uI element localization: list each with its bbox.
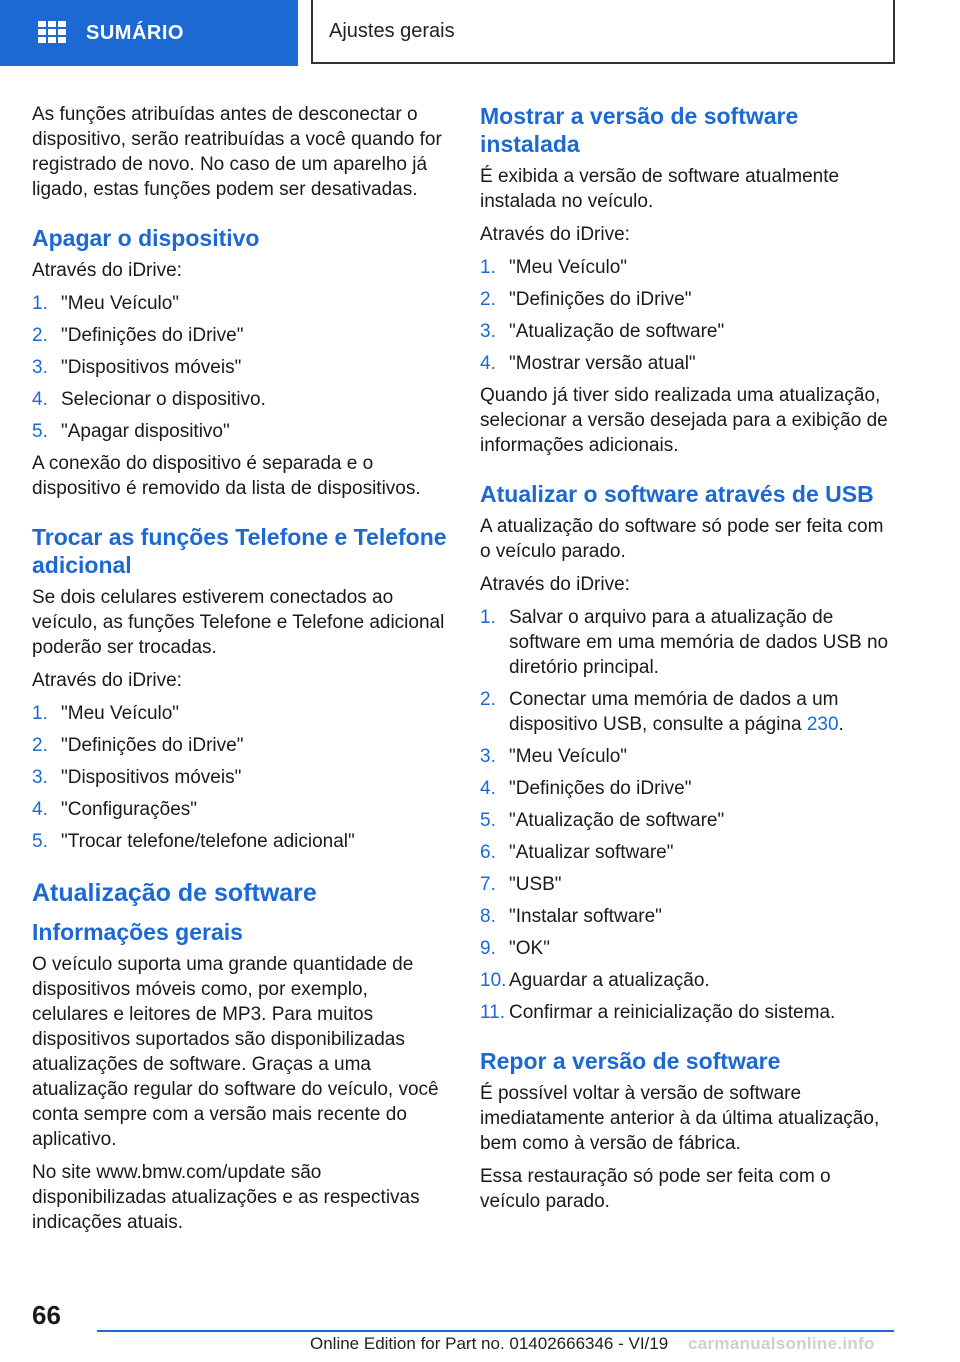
repor-paragraph-1: É possível voltar à versão de software imediatamente anterior à da última atualização, bem como à versão de fábrica. [480, 1083, 880, 1154]
step-text: Aguardar a atualização. [509, 970, 710, 991]
step-number: 5. [480, 810, 496, 831]
intro-paragraph: As funções atribuídas antes de desconectar o dispositivo, serão reatribuídas a você quando for registrado de novo. No caso de um aparelho já ligado, estas funções podem ser desativadas. [32, 104, 442, 200]
list-item [480, 776, 896, 801]
heading-atualizacao-software: Atualização de software [32, 879, 317, 907]
list-item [480, 936, 896, 961]
list-item [32, 733, 448, 758]
list-item [32, 355, 448, 380]
step-number: 2. [32, 735, 48, 756]
step-number: 5. [32, 831, 48, 852]
step-text: Selecionar o dispositivo. [61, 389, 266, 410]
list-item [32, 387, 448, 412]
step-number: 7. [480, 874, 496, 895]
footer-divider [97, 1330, 894, 1332]
heading-trocar-funcoes: Trocar as funções Telefone e Telefone adicional [32, 524, 447, 578]
step-text: "Mostrar versão atual" [509, 353, 696, 374]
page-link-230[interactable]: 230 [806, 714, 839, 735]
trocar-description: Se dois celulares estiverem conectados ao veículo, as funções Telefone e Telefone adicional poderão ser trocadas. [32, 587, 445, 658]
step-text: "Definições do iDrive" [61, 735, 244, 756]
list-item [480, 605, 896, 680]
heading-informacoes-gerais: Informações gerais [32, 919, 243, 945]
step-number: 4. [480, 353, 496, 374]
heading-atualizar-usb: Atualizar o software através de USB [480, 481, 874, 507]
heading-repor-versao: Repor a versão de software [480, 1048, 781, 1074]
step-text: "Meu Veículo" [61, 703, 180, 724]
list-item [32, 765, 448, 790]
usb-description: A atualização do software só pode ser feita com o veículo parado. [480, 516, 884, 562]
list-item [480, 1000, 896, 1025]
list-item [480, 904, 896, 929]
step-text: "Meu Veículo" [61, 293, 180, 314]
site-paragraph: No site www.bmw.com/update são disponibilizadas atualizações e as respectivas indicações atuais. [32, 1162, 420, 1233]
watermark-logo: carmanualsonline.info [688, 1334, 875, 1353]
right-column [480, 102, 896, 1222]
list-item [480, 287, 896, 312]
step-text: "Trocar telefone/telefone adicional" [61, 831, 355, 852]
page-number: 66 [32, 1300, 61, 1330]
step-text: "USB" [509, 874, 562, 895]
list-item [32, 291, 448, 316]
step-number: 3. [32, 357, 48, 378]
step-text: "Apagar dispositivo" [61, 421, 230, 442]
edition-text: Online Edition for Part no. 01402666346 - VI/19 [310, 1334, 669, 1353]
step-suffix: . [838, 714, 844, 735]
steps-usb [480, 605, 896, 737]
heading-apagar-dispositivo: Apagar o dispositivo [32, 225, 260, 251]
page-header [0, 0, 960, 66]
heading-mostrar-versao: Mostrar a versão de software instalada [480, 103, 799, 157]
list-item [32, 323, 448, 348]
step-number: 2. [480, 689, 496, 710]
steps-apagar [32, 291, 448, 444]
list-item [32, 797, 448, 822]
via-idrive-text: Através do iDrive: [32, 670, 182, 691]
step-text: "Dispositivos móveis" [61, 357, 242, 378]
step-number: 1. [480, 607, 496, 628]
apagar-result-text: A conexão do dispositivo é separada e o dispositivo é removido da lista de dispositivos. [32, 453, 421, 499]
steps-trocar [32, 701, 448, 854]
step-text: "Definições do iDrive" [61, 325, 244, 346]
step-text: "Meu Veículo" [509, 257, 628, 278]
step-number: 2. [480, 289, 496, 310]
step-text: Salvar o arquivo para a atualização de software em uma memória de dados USB no diretório principal. [509, 607, 889, 678]
step-number: 3. [32, 767, 48, 788]
step-number: 8. [480, 906, 496, 927]
section-title: Ajustes gerais [311, 0, 895, 64]
step-text: Confirmar a reinicialização do sistema. [509, 1002, 836, 1023]
steps-mostrar [480, 255, 896, 376]
step-number: 5. [32, 421, 48, 442]
step-text: "OK" [509, 938, 550, 959]
step-text: "Definições do iDrive" [509, 778, 692, 799]
list-item [32, 701, 448, 726]
grid-menu-icon [38, 21, 66, 45]
step-text: "Instalar software" [509, 906, 662, 927]
mostrar-description: É exibida a versão de software atualmente instalada no veículo. [480, 166, 840, 212]
step-number: 3. [480, 746, 496, 767]
step-number: 1. [480, 257, 496, 278]
step-text: "Configurações" [61, 799, 198, 820]
list-item [32, 829, 448, 854]
via-idrive-text: Através do iDrive: [480, 574, 630, 595]
step-number: 4. [480, 778, 496, 799]
step-text: "Atualização de software" [509, 810, 725, 831]
list-item [480, 840, 896, 865]
step-text: "Atualizar software" [509, 842, 674, 863]
list-item [480, 351, 896, 376]
step-number: 11. [480, 1002, 506, 1023]
list-item [480, 687, 896, 737]
list-item [480, 968, 896, 993]
step-text: Conectar uma memória de dados a um dispositivo USB, consulte a página [509, 689, 839, 735]
step-number: 9. [480, 938, 496, 959]
repor-paragraph-2: Essa restauração só pode ser feita com o veículo parado. [480, 1166, 831, 1212]
step-number: 1. [32, 703, 48, 724]
list-item [480, 744, 896, 769]
step-number: 4. [32, 389, 48, 410]
via-idrive-text: Através do iDrive: [480, 224, 630, 245]
list-item [480, 255, 896, 280]
step-number: 6. [480, 842, 496, 863]
via-idrive-text: Através do iDrive: [32, 260, 182, 281]
step-number: 10. [480, 970, 507, 991]
sumario-label: SUMÁRIO [86, 21, 184, 44]
steps-usb-continued [480, 744, 896, 1025]
list-item [32, 419, 448, 444]
step-text: "Atualização de software" [509, 321, 725, 342]
step-number: 2. [32, 325, 48, 346]
step-number: 3. [480, 321, 496, 342]
informacoes-paragraph: O veículo suporta uma grande quantidade de dispositivos móveis como, por exemplo, celulares e leitores de MP3. Para muitos dispositivos suportados são disponibilizadas atualizações de software. Graças a uma atualização regular do software do veículo, você conta sempre com a versão mais recente do aplicativo. [32, 954, 439, 1150]
mostrar-after-text: Quando já tiver sido realizada uma atualização, selecionar a versão desejada para a exibição de informações adicionais. [480, 385, 888, 456]
left-column [32, 102, 448, 1243]
step-text: "Meu Veículo" [509, 746, 628, 767]
step-number: 1. [32, 293, 48, 314]
step-text: "Dispositivos móveis" [61, 767, 242, 788]
sumario-button[interactable] [0, 0, 298, 66]
step-number: 4. [32, 799, 48, 820]
step-text: "Definições do iDrive" [509, 289, 692, 310]
list-item [480, 808, 896, 833]
list-item [480, 319, 896, 344]
list-item [480, 872, 896, 897]
